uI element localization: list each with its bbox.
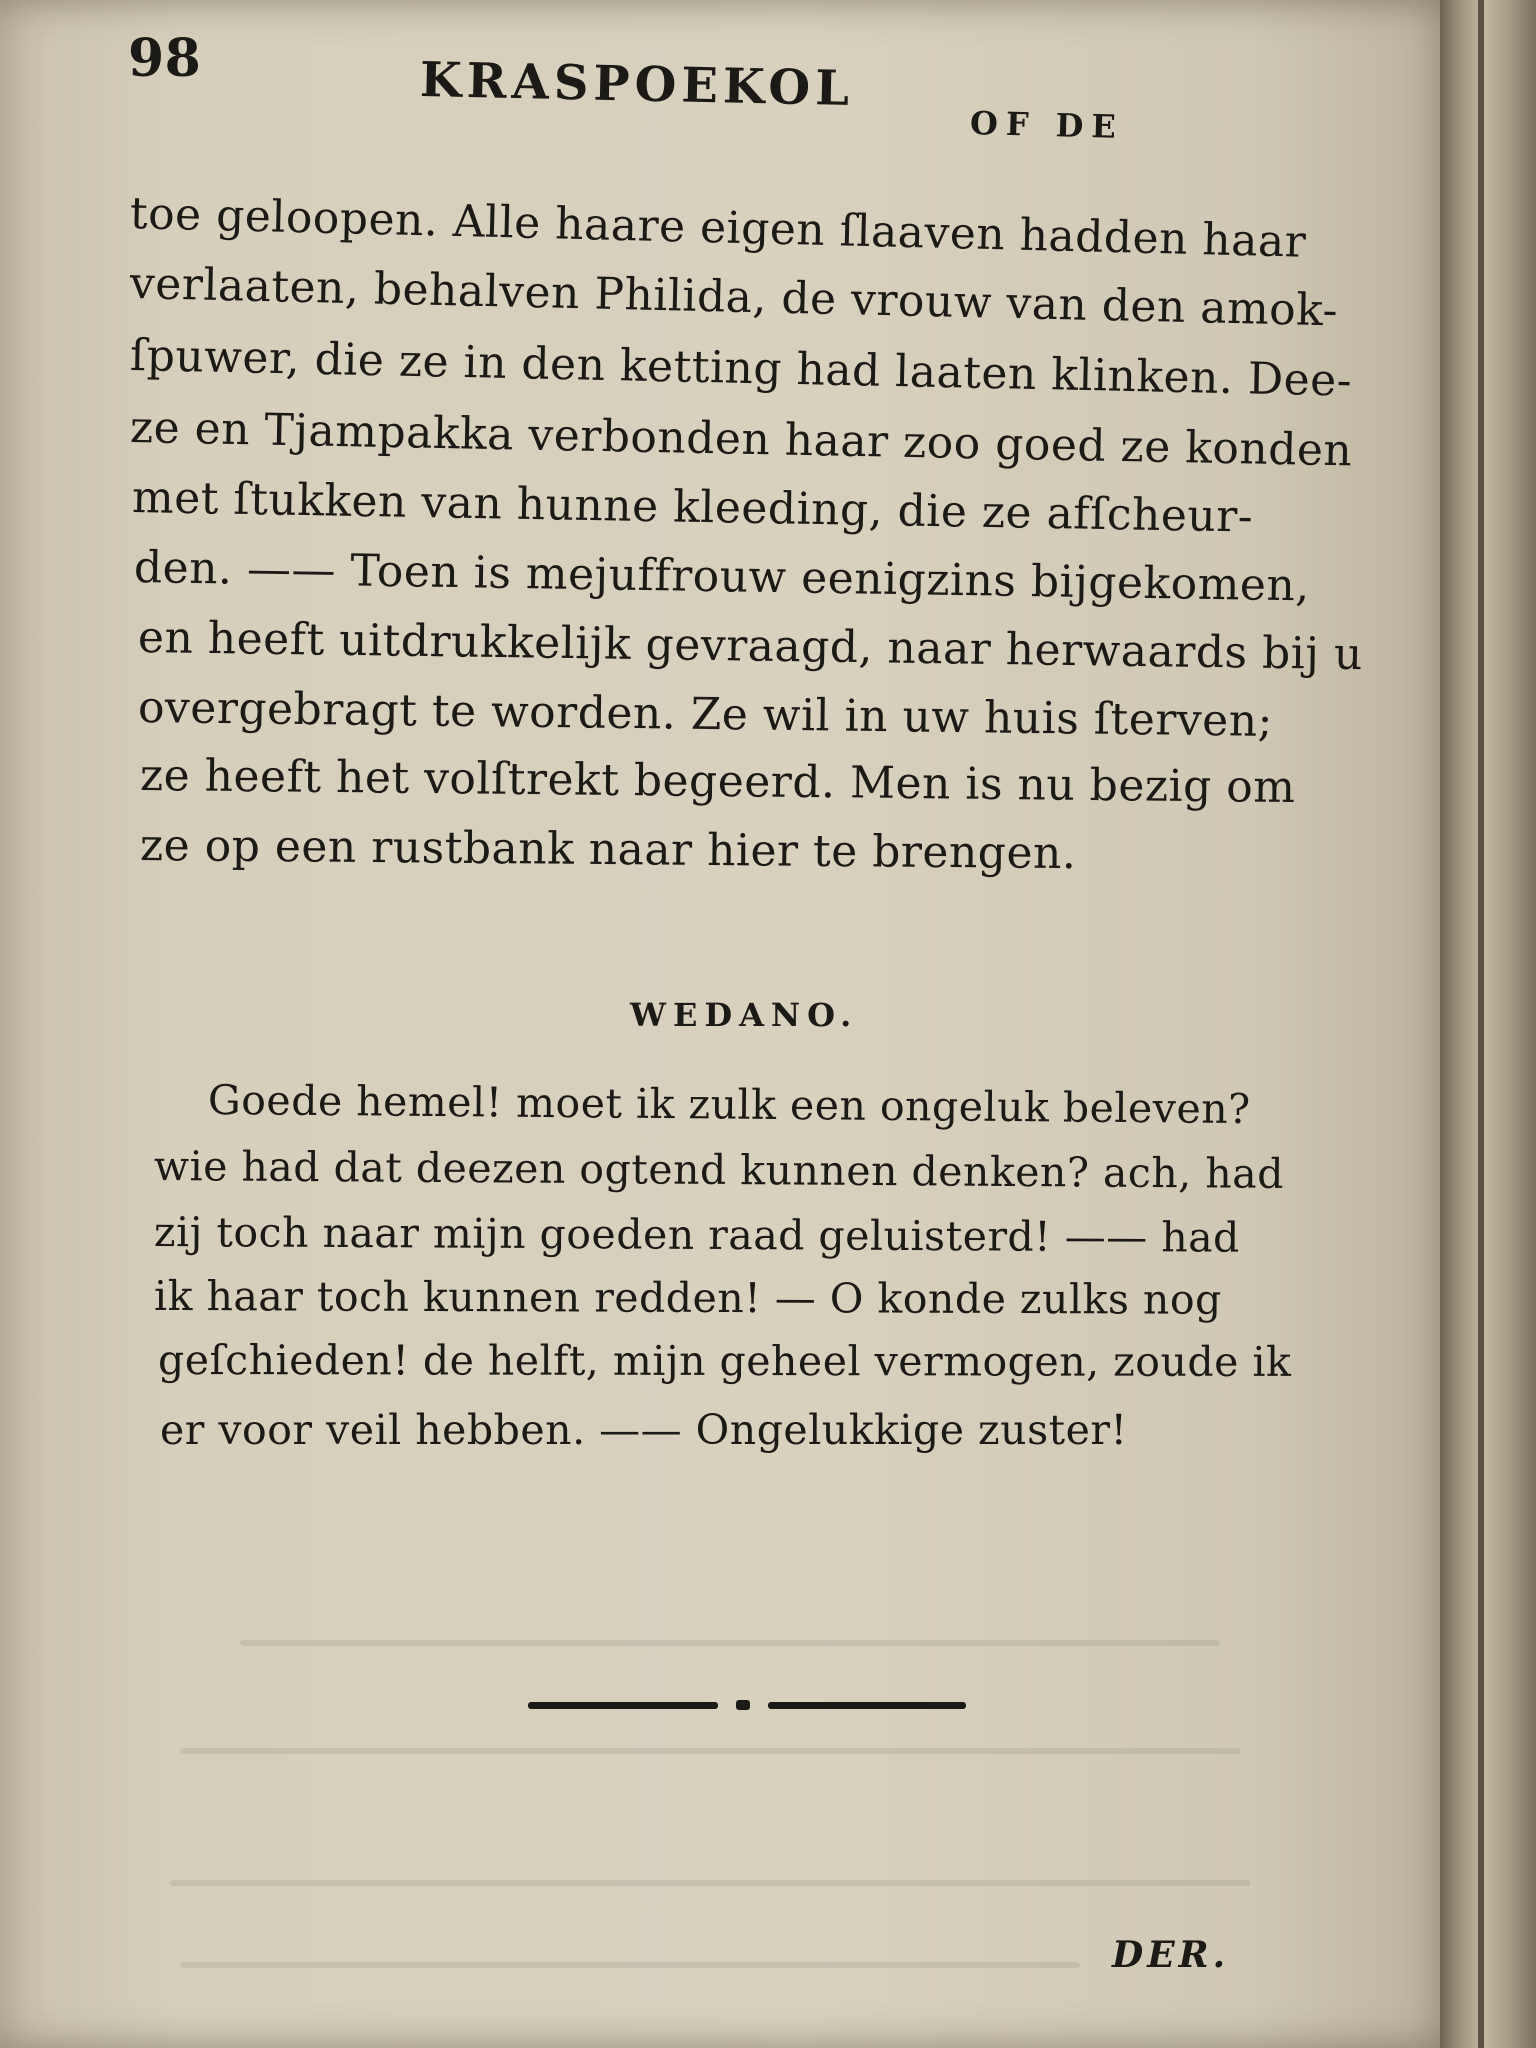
speaker-heading: WEDANO.	[630, 996, 859, 1034]
text-line: met ſtukken van hunne kleeding, die ze afſcheur-	[131, 472, 1254, 543]
speech-line: ik haar toch kunnen redden! — O konde zulks nog	[153, 1272, 1222, 1324]
text-line: ſpuwer, die ze in den ketting had laaten klinken. Dee-	[129, 330, 1353, 407]
show-through-line	[180, 1748, 1240, 1754]
show-through-line	[180, 1962, 1080, 1968]
speech-line: wie had dat deezen ogtend kunnen denken? ach, had	[153, 1142, 1285, 1198]
speech-line: geſchieden! de helft, mijn geheel vermogen, zoude ik	[157, 1336, 1292, 1386]
text-line: ze en Tjampakka verbonden haar zoo goed ze konden	[129, 402, 1353, 477]
catchword: DER.	[1112, 1934, 1230, 1976]
text-line: den. —— Toen is mejuffrouw eenigzins bijgekomen,	[133, 542, 1311, 612]
text-line: ze op een rustbank naar hier te brengen.	[139, 820, 1077, 880]
page-edge-shadow	[1478, 0, 1484, 2048]
text-line: en heeft uitdrukkelijk gevraagd, naar herwaards bij u	[137, 612, 1364, 681]
show-through-line	[170, 1880, 1250, 1886]
running-head-suffix: OF DE	[969, 104, 1125, 147]
show-through-line	[240, 1640, 1220, 1646]
ornamental-rule	[528, 1692, 968, 1718]
text-line: verlaaten, behalven Philida, de vrouw van den amok-	[129, 258, 1339, 337]
running-head-title: KRASPOEKOL	[419, 52, 855, 118]
text-line: overgebragt te worden. Ze wil in uw huis ſterven;	[137, 682, 1274, 747]
text-line: toe geloopen. Alle haare eigen ſlaaven hadden haar	[129, 188, 1307, 268]
speech-line: er voor veil hebben. —— Ongelukkige zuster!	[160, 1406, 1128, 1454]
speech-line: Goede hemel! moet ik zulk een ongeluk beleven?	[207, 1076, 1251, 1134]
page-number: 98	[128, 28, 202, 89]
text-line: ze heeft het volſtrekt begeerd. Men is nu bezig om	[139, 750, 1296, 814]
speech-line: zij toch naar mijn goeden raad geluisterd! —— had	[153, 1208, 1241, 1262]
page-edges	[1440, 0, 1536, 2048]
